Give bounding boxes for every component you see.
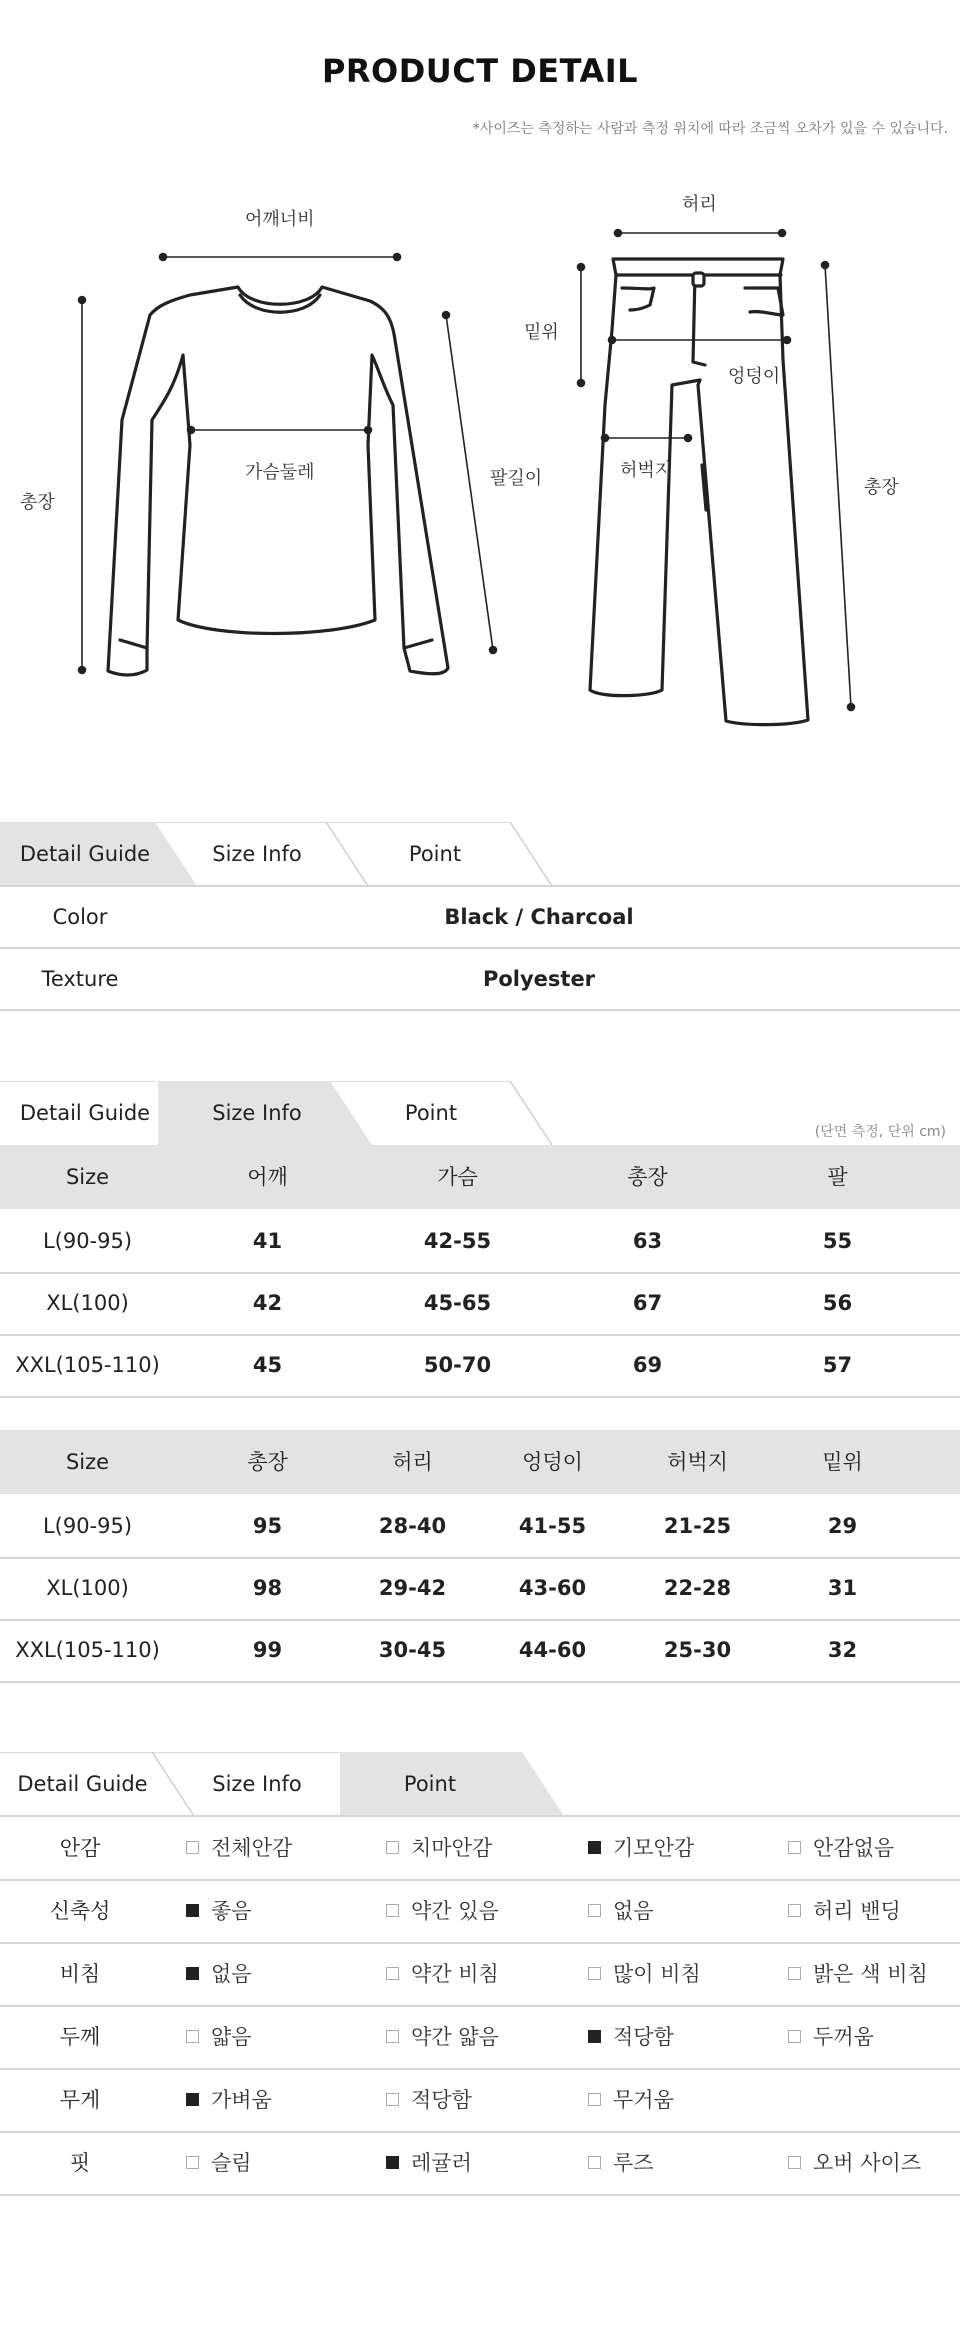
table-cell: 25-30 [663,1638,732,1662]
unchecked-box-icon [588,1967,601,1980]
point-label: 핏 [69,2151,91,2175]
point-option [386,1943,499,2005]
point-option [386,2069,472,2131]
tab-detail-guide[interactable]: Detail Guide [17,1772,148,1796]
top-size-header [0,1145,960,1209]
tab-detail-guide[interactable]: Detail Guide [19,1101,151,1125]
point-option [186,1880,252,1942]
point-option [788,2132,921,2194]
point-option [386,2132,472,2194]
unchecked-box-icon [788,2156,801,2169]
point-option [588,2069,674,2131]
point-option [186,2006,252,2068]
label-waist: 허리 [682,194,717,215]
unchecked-box-icon [788,1967,801,1980]
label-bottom-length: 총장 [864,477,899,498]
table-row [0,1334,960,1396]
unchecked-box-icon [588,2156,601,2169]
point-label: 비침 [59,1962,101,1986]
unchecked-box-icon [386,1904,399,1917]
point-option-label: 많이 비침 [613,1962,701,1986]
detail-value: Polyester [482,967,596,991]
point-option-label: 약간 비침 [411,1962,499,1986]
unchecked-box-icon [386,2030,399,2043]
size-label: L(90-95) [42,1514,133,1538]
point-option-label: 허리 밴딩 [813,1899,901,1923]
point-option-label: 적당함 [411,2088,472,2112]
size-disclaimer: *사이즈는 측정하는 사람과 측정 위치에 따라 조금씩 오차가 있을 수 있습니다. [472,121,948,137]
checked-box-icon [186,1967,199,1980]
point-option [788,1880,901,1942]
table-cell: 42 [252,1291,283,1315]
unit-note: (단면 측정, 단위 cm) [814,1124,946,1140]
unchecked-box-icon [186,2030,199,2043]
tab-point[interactable]: Point [403,1772,457,1796]
point-option-label: 기모안감 [613,1836,695,1860]
table-cell: 30-45 [378,1638,447,1662]
tab-size-info[interactable]: Size Info [212,1101,302,1125]
table-cell: 22-28 [663,1576,732,1600]
table-cell: 63 [632,1229,663,1253]
point-row [0,1880,960,1942]
point-option-label: 레귤러 [411,2151,472,2175]
point-option [386,1817,492,1879]
point-option-label: 루즈 [613,2151,654,2175]
header-cell: Size [65,1165,110,1189]
point-option [186,1943,252,2005]
size-label: XXL(105-110) [15,1638,160,1662]
table-cell: 56 [822,1291,853,1315]
label-shoulder: 어깨너비 [245,209,315,230]
header-cell: 가슴 [437,1165,478,1189]
point-option [588,1943,701,2005]
table-cell: 31 [827,1576,858,1600]
point-row [0,2069,960,2131]
point-option [186,2069,272,2131]
detail-value: Black / Charcoal [444,905,634,929]
table-cell: 50-70 [423,1353,492,1377]
unchecked-box-icon [186,2156,199,2169]
table-cell: 44-60 [518,1638,587,1662]
table-cell: 57 [822,1353,853,1377]
detail-row-color [0,886,960,948]
table-row [0,1495,960,1557]
point-option-label: 치마안감 [411,1836,493,1860]
point-option [588,2006,674,2068]
point-option-label: 없음 [613,1899,654,1923]
table-cell: 42-55 [423,1229,492,1253]
unchecked-box-icon [788,2030,801,2043]
point-option [588,1880,654,1942]
tab-point[interactable]: Point [404,1101,458,1125]
label-rise: 밑위 [524,322,559,343]
label-top-length: 총장 [20,492,55,513]
point-option-label: 얇음 [211,2025,252,2049]
table-row [0,1210,960,1272]
checked-box-icon [386,2156,399,2169]
table-cell: 43-60 [518,1576,587,1600]
size-diagram [0,180,960,740]
detail-row-texture [0,948,960,1010]
point-row [0,2132,960,2194]
point-option-label: 좋음 [211,1899,252,1923]
tab-size-info[interactable]: Size Info [212,1772,302,1796]
point-option-label: 약간 있음 [411,1899,499,1923]
tab-bar-point [0,1752,960,1816]
table-cell: 32 [827,1638,858,1662]
size-label: XL(100) [46,1291,129,1315]
point-option [788,1943,928,2005]
tab-size-info[interactable]: Size Info [212,842,302,866]
table-cell: 69 [632,1353,663,1377]
table-cell: 29 [827,1514,858,1538]
point-option-label: 밝은 색 비침 [813,1962,928,1986]
checked-box-icon [588,2030,601,2043]
point-row [0,2006,960,2068]
table-row [0,1272,960,1334]
measure-lines [79,230,855,711]
point-option-label: 무거움 [613,2088,674,2112]
detail-label: Color [52,905,108,929]
tab-bar-detail [0,822,960,886]
table-cell: 45 [252,1353,283,1377]
table-cell: 55 [822,1229,853,1253]
unchecked-box-icon [186,1841,199,1854]
table-cell: 41-55 [518,1514,587,1538]
point-row [0,1817,960,1879]
point-option [588,1817,694,1879]
table-cell: 29-42 [378,1576,447,1600]
table-cell: 45-65 [423,1291,492,1315]
table-cell: 41 [252,1229,283,1253]
detail-label: Texture [41,967,119,991]
header-cell: 팔 [827,1165,848,1189]
point-option-label: 가벼움 [211,2088,272,2112]
bottom-size-header [0,1430,960,1494]
unchecked-box-icon [588,2093,601,2106]
size-label: L(90-95) [42,1229,133,1253]
header-cell: 총장 [627,1165,668,1189]
unchecked-box-icon [386,1841,399,1854]
unchecked-box-icon [788,1841,801,1854]
header-cell: 허벅지 [667,1450,728,1474]
point-option [588,2132,654,2194]
point-label: 무게 [59,2088,101,2112]
point-option-label: 슬림 [211,2151,252,2175]
table-cell: 98 [252,1576,283,1600]
label-chest: 가슴둘레 [245,462,315,483]
table-row [0,1557,960,1619]
pants-outline [590,259,808,725]
point-option-label: 없음 [211,1962,252,1986]
header-cell: Size [65,1450,110,1474]
table-cell: 67 [632,1291,663,1315]
point-row [0,1943,960,2005]
tab-detail-guide[interactable]: Detail Guide [19,842,151,866]
size-label: XL(100) [46,1576,129,1600]
table-cell: 28-40 [378,1514,447,1538]
label-sleeve: 팔길이 [490,468,543,489]
header-cell: 허리 [392,1450,433,1474]
point-option-label: 안감없음 [813,1836,895,1860]
page-title: PRODUCT DETAIL [321,52,639,90]
label-hip: 엉덩이 [728,366,781,387]
checked-box-icon [588,1841,601,1854]
table-row [0,1619,960,1681]
point-label: 안감 [59,1836,101,1860]
point-option [186,1817,292,1879]
checked-box-icon [186,2093,199,2106]
point-option [788,1817,894,1879]
point-label: 신축성 [49,1899,111,1923]
label-thigh: 허벅지 [620,460,673,481]
checked-box-icon [186,1904,199,1917]
point-option-label: 오버 사이즈 [813,2151,922,2175]
unchecked-box-icon [788,1904,801,1917]
point-option-label: 적당함 [613,2025,674,2049]
point-option [788,2006,874,2068]
point-option [186,2132,252,2194]
table-cell: 95 [252,1514,283,1538]
table-cell: 99 [252,1638,283,1662]
point-option-label: 전체안감 [211,1836,293,1860]
header-cell: 밑위 [822,1450,863,1474]
unchecked-box-icon [386,1967,399,1980]
point-option [386,1880,499,1942]
point-label: 두께 [59,2025,101,2049]
point-option-label: 두꺼움 [813,2025,874,2049]
point-option [386,2006,499,2068]
header-cell: 어깨 [247,1165,288,1189]
point-option-label: 약간 얇음 [411,2025,499,2049]
size-label: XXL(105-110) [15,1353,160,1377]
unchecked-box-icon [386,2093,399,2106]
tab-point[interactable]: Point [408,842,462,866]
table-cell: 21-25 [663,1514,732,1538]
header-cell: 총장 [247,1450,288,1474]
header-cell: 엉덩이 [522,1450,583,1474]
unchecked-box-icon [588,1904,601,1917]
